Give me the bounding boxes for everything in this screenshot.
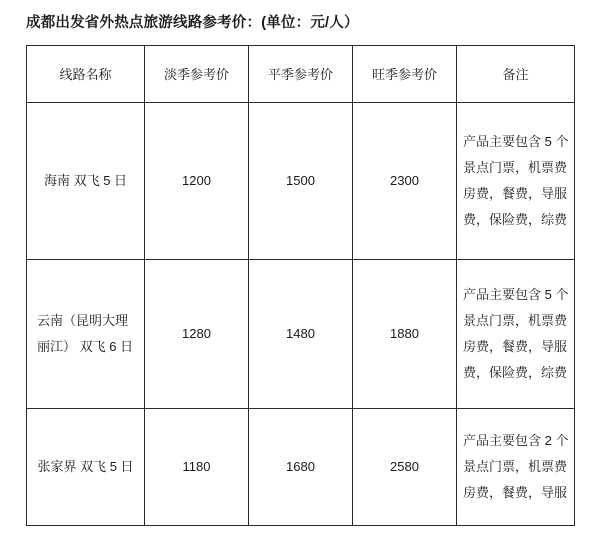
- note-line: 景点门票，机票费: [463, 458, 568, 474]
- note-line: 产品主要包含 5 个: [463, 286, 569, 302]
- route-name-line: 丽江）: [37, 338, 77, 354]
- column-header-high-season: 旺季参考价: [353, 45, 457, 102]
- note-cell: [457, 259, 575, 408]
- mid-season-price: 1500: [249, 102, 353, 259]
- table-row: [27, 259, 575, 408]
- route-name-cell: [27, 102, 145, 259]
- column-header-note: 备注: [457, 45, 575, 102]
- route-name-line: 双飞 5 日: [73, 172, 128, 188]
- note-line: 房费，餐费，导服: [463, 185, 568, 201]
- low-season-price: 1200: [145, 102, 249, 259]
- low-season-price: 1280: [145, 259, 249, 408]
- note-cell: [457, 102, 575, 259]
- column-header-low-season: 淡季参考价: [145, 45, 249, 102]
- route-name-line: 海南: [43, 172, 70, 188]
- column-header-mid-season: 平季参考价: [249, 45, 353, 102]
- price-table: [26, 45, 575, 526]
- high-season-price: 2300: [353, 102, 457, 259]
- note-line: 房费，餐费，导服: [463, 338, 568, 354]
- route-name-cell: [27, 259, 145, 408]
- table-row: [27, 102, 575, 259]
- note-cell: [457, 408, 575, 525]
- note-line: 产品主要包含 2 个: [463, 432, 569, 448]
- route-name-line: 云南（昆明大理: [37, 312, 129, 328]
- high-season-price: 1880: [353, 259, 457, 408]
- table-header-row: [27, 45, 575, 102]
- note-line: 房费，餐费，导服: [463, 484, 568, 500]
- low-season-price: 1180: [145, 408, 249, 525]
- column-header-route: 线路名称: [27, 45, 145, 102]
- table-row: [27, 408, 575, 525]
- note-line: 产品主要包含 5 个: [463, 133, 569, 149]
- route-name-line: 双飞 6 日: [79, 338, 134, 354]
- route-name-line: 双飞 5 日: [80, 458, 134, 474]
- page-title: 成都出发省外热点旅游线路参考价：(单位：元/人）: [26, 15, 359, 31]
- route-name-line: 张家界: [37, 458, 77, 474]
- note-line: 景点门票，机票费: [463, 312, 568, 328]
- route-name-cell: [27, 408, 145, 525]
- mid-season-price: 1680: [249, 408, 353, 525]
- note-line: 景点门票，机票费: [463, 159, 568, 175]
- note-line: 费，保险费，综费: [463, 364, 568, 380]
- high-season-price: 2580: [353, 408, 457, 525]
- note-line: 费，保险费，综费: [463, 211, 568, 227]
- mid-season-price: 1480: [249, 259, 353, 408]
